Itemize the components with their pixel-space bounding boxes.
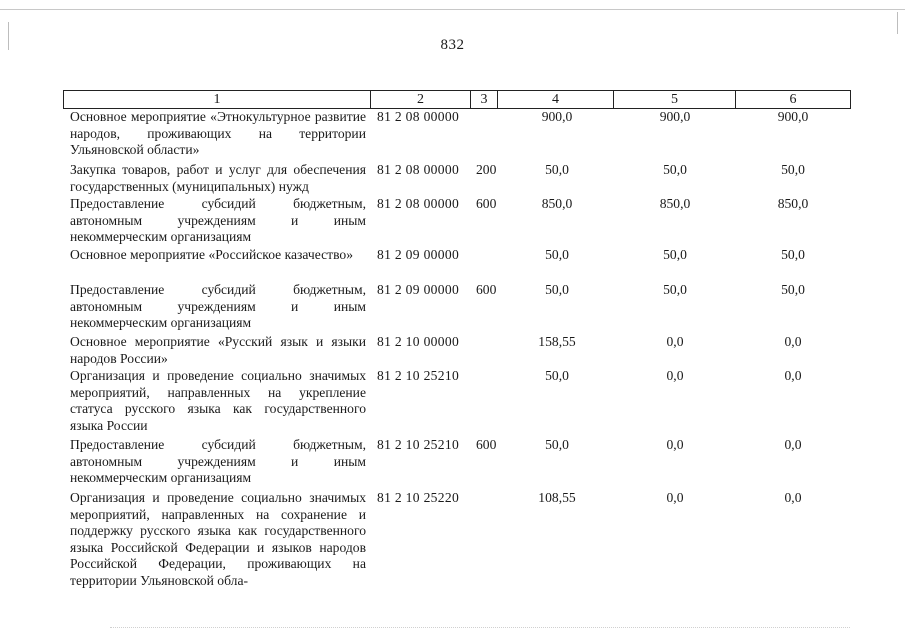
row-name: Основное мероприятие «Этнокультурное развитие народов, проживающих на территории Ульяновской области» <box>70 109 366 158</box>
row-name: Основное мероприятие «Русский язык и языки народов России» <box>70 334 366 366</box>
row-code: 81 2 08 00000 <box>377 196 460 211</box>
row-vr: 600 <box>476 196 497 211</box>
row-value-col5: 50,0 <box>663 282 687 297</box>
row-value-col5: 0,0 <box>666 334 684 349</box>
row-code: 81 2 10 25210 <box>377 437 460 452</box>
row-name: Закупка товаров, работ и услуг для обеспечения государственных (муниципальных) нужд <box>70 162 366 194</box>
row-code: 81 2 08 00000 <box>377 109 460 124</box>
row-value-col5: 50,0 <box>663 162 687 177</box>
row-name: Предоставление субсидий бюджетным, автономным учреждениям и иным некоммерческим организациям <box>70 282 366 331</box>
row-value-col6: 0,0 <box>784 437 802 452</box>
row-name: Основное мероприятие «Российское казачество» <box>70 247 353 262</box>
row-code: 81 2 08 00000 <box>377 162 460 177</box>
row-name: Предоставление субсидий бюджетным, автономным учреждениям и иным некоммерческим организациям <box>70 437 366 486</box>
header-col-4: 4 <box>497 91 613 108</box>
row-vr: 600 <box>476 437 497 452</box>
header-col-2: 2 <box>370 91 470 108</box>
row-name: Организация и проведение социально значимых мероприятий, направленных на сохранение и поддержку русского языка как государственного языка Российской Федерации и языков народов Российской Федерации, проживающих на территории Ульяновской обла- <box>70 490 366 588</box>
row-code: 81 2 09 00000 <box>377 282 460 297</box>
row-value-col5: 0,0 <box>666 437 684 452</box>
header-col-1: 1 <box>63 91 370 108</box>
page-number: 832 <box>440 37 465 53</box>
table-header <box>63 90 851 109</box>
row-value-col5: 850,0 <box>659 196 691 211</box>
row-value-col5: 900,0 <box>659 109 691 124</box>
row-value-col6: 50,0 <box>781 162 805 177</box>
row-value-col6: 0,0 <box>784 490 802 505</box>
row-value-col4: 50,0 <box>545 247 569 262</box>
row-value-col4: 50,0 <box>545 162 569 177</box>
row-value-col6: 850,0 <box>777 196 809 211</box>
row-vr: 600 <box>476 282 497 297</box>
row-value-col6: 0,0 <box>784 368 802 383</box>
row-value-col5: 50,0 <box>663 247 687 262</box>
row-code: 81 2 10 00000 <box>377 334 460 349</box>
header-col-6: 6 <box>735 91 851 108</box>
row-vr: 200 <box>476 162 497 177</box>
row-value-col4: 850,0 <box>541 196 573 211</box>
row-name: Организация и проведение социально значимых мероприятий, направленных на укрепление статуса русского языка как государственного языка России <box>70 368 366 433</box>
scan-edge-line <box>0 9 905 10</box>
header-col-3: 3 <box>470 91 497 108</box>
row-code: 81 2 10 25220 <box>377 490 460 505</box>
row-value-col4: 50,0 <box>545 368 569 383</box>
row-value-col5: 0,0 <box>666 368 684 383</box>
row-value-col4: 158,55 <box>538 334 576 349</box>
row-value-col5: 0,0 <box>666 490 684 505</box>
row-value-col4: 108,55 <box>538 490 576 505</box>
row-value-col4: 50,0 <box>545 437 569 452</box>
row-value-col4: 900,0 <box>541 109 573 124</box>
row-value-col6: 0,0 <box>784 334 802 349</box>
row-code: 81 2 10 25210 <box>377 368 460 383</box>
row-code: 81 2 09 00000 <box>377 247 460 262</box>
row-name: Предоставление субсидий бюджетным, автономным учреждениям и иным некоммерческим организациям <box>70 196 366 245</box>
row-value-col6: 50,0 <box>781 282 805 297</box>
row-value-col4: 50,0 <box>545 282 569 297</box>
header-col-5: 5 <box>613 91 735 108</box>
row-value-col6: 900,0 <box>777 109 809 124</box>
row-value-col6: 50,0 <box>781 247 805 262</box>
scan-edge-mark-right <box>897 12 898 34</box>
scan-edge-dots <box>110 627 850 628</box>
